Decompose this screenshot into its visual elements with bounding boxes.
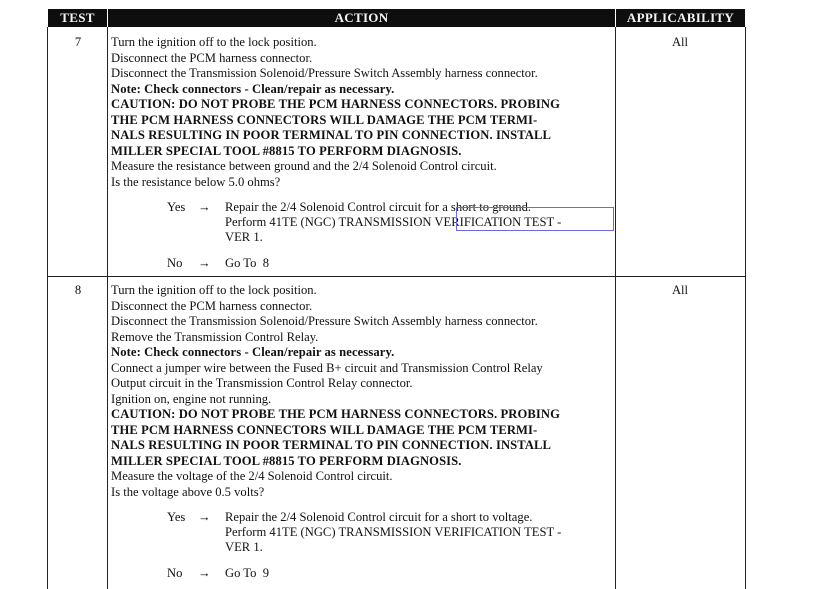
grid-col-divider-1 bbox=[107, 27, 108, 589]
yes-action-line: Perform 41TE (NGC) TRANSMISSION VERIFICATION TEST - bbox=[225, 215, 562, 229]
no-goto-link[interactable]: Go To 9 bbox=[225, 566, 270, 580]
arrow-icon: → bbox=[198, 566, 211, 580]
action-step-line: Turn the ignition off to the lock position. bbox=[111, 283, 317, 297]
action-step-line: Ignition on, engine not running. bbox=[111, 391, 272, 406]
action-step-line: Connect a jumper wire between the Fused B+ circuit and Transmission Control Relay bbox=[111, 360, 543, 375]
header-applicability: APPLICABILITY bbox=[616, 9, 745, 27]
yes-label: Yes bbox=[167, 200, 186, 214]
action-step-line: Disconnect the PCM harness connector. bbox=[111, 50, 313, 65]
action-note-line: NALS RESULTING IN POOR TERMINAL TO PIN CONNECTION. INSTALL bbox=[111, 128, 552, 142]
action-step-line: Measure the resistance between ground and the 2/4 Solenoid Control circuit. bbox=[111, 159, 497, 173]
arrow-icon: → bbox=[198, 510, 211, 524]
action-step-line: Measure the voltage of the 2/4 Solenoid Control circuit. bbox=[111, 469, 393, 483]
action-note-line: THE PCM HARNESS CONNECTORS WILL DAMAGE THE PCM TERMI- bbox=[111, 112, 538, 127]
action-step-line: Output circuit in the Transmission Control Relay connector. bbox=[111, 376, 413, 390]
action-note-line: Note: Check connectors - Clean/repair as necessary. bbox=[111, 81, 395, 96]
grid-right-border bbox=[745, 27, 746, 589]
yes-action-line: VER 1. bbox=[225, 230, 263, 244]
no-label: No bbox=[167, 566, 183, 580]
action-note-line: NALS RESULTING IN POOR TERMINAL TO PIN CONNECTION. INSTALL bbox=[111, 438, 552, 452]
action-step-line: Is the resistance below 5.0 ohms? bbox=[111, 174, 281, 189]
no-goto-link[interactable]: Go To 8 bbox=[225, 256, 270, 270]
grid-row-divider bbox=[47, 276, 746, 277]
action-note-line: THE PCM HARNESS CONNECTORS WILL DAMAGE THE PCM TERMI- bbox=[111, 422, 538, 437]
yes-action-line: Repair the 2/4 Solenoid Control circuit for a short to voltage. bbox=[225, 510, 533, 524]
selection-box[interactable] bbox=[456, 207, 614, 231]
action-note-line: MILLER SPECIAL TOOL #8815 TO PERFORM DIAGNOSIS. bbox=[111, 453, 462, 468]
no-label: No bbox=[167, 256, 183, 270]
arrow-icon: → bbox=[198, 200, 211, 214]
arrow-icon: → bbox=[198, 256, 211, 270]
yes-action-line: Perform 41TE (NGC) TRANSMISSION VERIFICATION TEST - bbox=[225, 525, 562, 539]
header-action: ACTION bbox=[108, 9, 615, 27]
yes-action-line: Repair the 2/4 Solenoid Control circuit for a short to ground. bbox=[225, 200, 532, 214]
yes-action-line: VER 1. bbox=[225, 540, 263, 554]
grid-col-divider-2 bbox=[615, 27, 616, 589]
action-step-line: Disconnect the Transmission Solenoid/Pressure Switch Assembly harness connector. bbox=[111, 314, 538, 328]
applicability-value: All bbox=[671, 35, 689, 49]
action-note-line: MILLER SPECIAL TOOL #8815 TO PERFORM DIAGNOSIS. bbox=[111, 143, 462, 158]
action-step-line: Is the voltage above 0.5 volts? bbox=[111, 484, 265, 499]
test-number: 7 bbox=[74, 35, 82, 49]
action-note-line: CAUTION: DO NOT PROBE THE PCM HARNESS CONNECTORS. PROBING bbox=[111, 97, 560, 111]
action-step-line: Disconnect the Transmission Solenoid/Pressure Switch Assembly harness connector. bbox=[111, 66, 538, 80]
header-test: TEST bbox=[48, 9, 107, 27]
applicability-value: All bbox=[671, 283, 689, 297]
action-note-line: Note: Check connectors - Clean/repair as necessary. bbox=[111, 345, 395, 359]
test-number: 8 bbox=[74, 283, 82, 297]
grid-left-border bbox=[47, 27, 48, 589]
action-step-line: Turn the ignition off to the lock position. bbox=[111, 35, 317, 49]
action-note-line: CAUTION: DO NOT PROBE THE PCM HARNESS CONNECTORS. PROBING bbox=[111, 407, 560, 421]
action-step-line: Remove the Transmission Control Relay. bbox=[111, 329, 319, 344]
yes-label: Yes bbox=[167, 510, 186, 524]
action-step-line: Disconnect the PCM harness connector. bbox=[111, 298, 313, 313]
